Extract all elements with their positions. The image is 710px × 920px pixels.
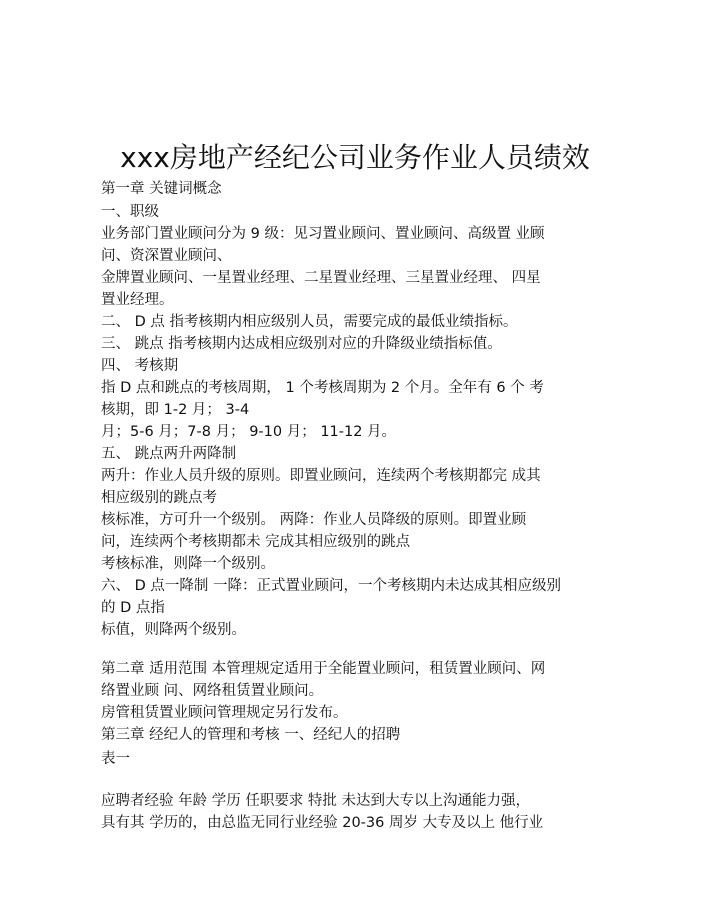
paragraph-line: 络置业顾 问、网络租赁置业顾问。 <box>101 683 324 699</box>
paragraph-line: 月；5-6 月；7-8 月； 9-10 月； 11-12 月。 <box>101 424 397 440</box>
chapter-3-heading: 第三章 经纪人的管理和考核 一、经纪人的招聘 <box>101 727 401 743</box>
paragraph-line: 房管租赁置业顾问管理规定另行发布。 <box>101 705 348 721</box>
section-heading-rank: 一、职级 <box>101 204 159 220</box>
paragraph-line: 相应级别的跳点考 <box>101 490 217 506</box>
paragraph-line: 指 D 点和跳点的考核周期， 1 个考核周期为 2 个月。全年有 6 个 考 <box>101 380 544 396</box>
section-heading-d-point: 二、 D 点 指考核期内相应级别人员，需要完成的最低业绩指标。 <box>101 314 518 330</box>
chapter-2-heading: 第二章 适用范围 本管理规定适用于全能置业顾问，租赁置业顾问、网 <box>101 661 546 677</box>
paragraph-line: 金牌置业顾问、一星置业经理、二星置业经理、三星置业经理、 四星 <box>101 270 541 286</box>
table-caption: 表一 <box>101 751 130 767</box>
paragraph-line: 问、资深置业顾问、 <box>101 248 232 264</box>
paragraph-line: 标值，则降两个级别。 <box>101 622 246 638</box>
paragraph-line: 核期，即 1-2 月； 3-4 <box>101 402 250 418</box>
document-title: xxx房地产经纪公司业务作业人员绩效 <box>120 141 590 174</box>
paragraph-line: 核标准，方可升一个级别。 两降：作业人员降级的原则。即置业顾 <box>101 512 527 528</box>
paragraph-line: 两升：作业人员升级的原则。即置业顾问，连续两个考核期都完 成其 <box>101 468 541 484</box>
table-text-line: 具有其 学历的，由总监无同行业经验 20-36 周岁 大专及以上 他行业 <box>101 815 544 831</box>
section-heading-jump-point: 三、 跳点 指考核期内达成相应级别对应的升降级业绩指标值。 <box>101 336 502 352</box>
paragraph-line: 考核标准，则降一个级别。 <box>101 556 275 572</box>
table-text-line: 应聘者经验 年龄 学历 任职要求 特批 未达到大专以上沟通能力强， <box>101 793 531 809</box>
paragraph-line: 问，连续两个考核期都未 完成其相应级别的跳点 <box>101 534 411 550</box>
paragraph-line: 业务部门置业顾问分为 9 级：见习置业顾问、置业顾问、高级置 业顾 <box>101 226 545 242</box>
paragraph-line: 置业经理。 <box>101 292 174 308</box>
paragraph-line: 的 D 点指 <box>101 600 165 616</box>
section-heading-two-up-two-down: 五、 跳点两升两降制 <box>101 446 237 462</box>
section-heading-review-period: 四、 考核期 <box>101 358 179 374</box>
section-heading-d-point-one-down: 六、 D 点一降制 一降：正式置业顾问，一个考核期内未达成其相应级别 <box>101 578 561 594</box>
chapter-1-heading: 第一章 关键词概念 <box>101 181 222 197</box>
